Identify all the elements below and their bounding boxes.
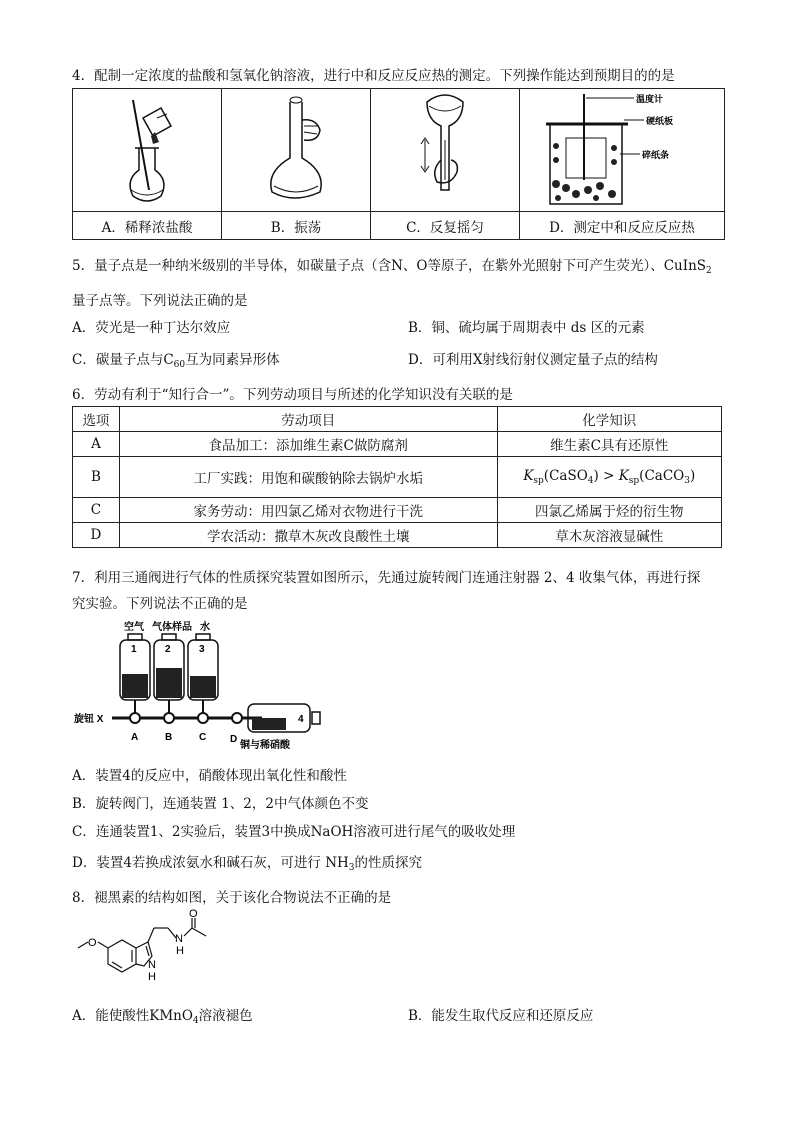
label-sample: 气体样品 bbox=[152, 622, 192, 633]
q7-option-d-sub: 3 bbox=[348, 863, 355, 873]
q5-option-c-post: 互为同素异形体 bbox=[185, 352, 280, 368]
q7-option-b: B．旋转阀门，连通装置 1、2，2中气体颜色不变 bbox=[72, 796, 369, 812]
atom-n-amide: N bbox=[175, 933, 183, 945]
label-cu-hno3: 铜与稀硝酸 bbox=[240, 740, 290, 751]
label-water: 水 bbox=[200, 622, 210, 633]
label-valve-c: C bbox=[199, 732, 207, 743]
q6-row-d-knowledge: 草木灰溶液显碱性 bbox=[497, 523, 721, 548]
cardboard-label: 硬纸板 bbox=[646, 117, 674, 127]
q4-option-c: C．反复摇匀 bbox=[371, 212, 520, 240]
atom-h-indole: H bbox=[148, 971, 156, 983]
label-valve-d: D bbox=[230, 734, 238, 745]
q4-option-a: A．稀释浓盐酸 bbox=[73, 212, 222, 240]
q8-option-a bbox=[72, 1004, 253, 1026]
q8-stem: 8．褪黑素的结构如图，关于该化合物说法不正确的是 bbox=[72, 890, 392, 906]
q7-figure bbox=[72, 618, 332, 752]
q6-row-c-knowledge: 四氯乙烯属于烃的衍生物 bbox=[497, 498, 721, 523]
atom-o-methoxy: O bbox=[88, 937, 97, 949]
atom-n-indole: N bbox=[148, 959, 156, 971]
q6-header-knowledge: 化学知识 bbox=[497, 407, 721, 432]
q5-stem-sub: 2 bbox=[706, 266, 712, 276]
q8-option-a-post: 溶液褪色 bbox=[198, 1008, 253, 1024]
q4-option-d: D．测定中和反应反应热 bbox=[520, 212, 725, 240]
q5-option-b: B．铜、硫均属于周期表中 ds 区的元素 bbox=[408, 320, 645, 336]
q8-option-a-sub: 4 bbox=[192, 1016, 199, 1026]
q6-row-a-option: A bbox=[73, 432, 120, 457]
q5-stem bbox=[72, 254, 712, 276]
syringe-1-number: 1 bbox=[131, 644, 137, 655]
atom-o-carbonyl: O bbox=[189, 908, 198, 920]
q5-option-a: A．荧光是一种丁达尔效应 bbox=[72, 320, 231, 336]
q6-row-c-option: C bbox=[73, 498, 120, 523]
q4-table bbox=[72, 88, 725, 240]
ksp-caso4: (CaSO bbox=[543, 468, 588, 484]
figure-shake bbox=[222, 89, 371, 212]
figure-invert bbox=[371, 89, 520, 212]
q6-row-a-knowledge: 维生素C具有还原性 bbox=[497, 432, 721, 457]
syringe-4-number: 4 bbox=[298, 714, 304, 725]
ksp-caco3-sub: 3 bbox=[684, 476, 690, 486]
q8-option-b: B．能发生取代反应和还原反应 bbox=[408, 1008, 594, 1024]
ksp-close-2: ) bbox=[689, 468, 696, 484]
ksp-caso4-sub: 4 bbox=[587, 476, 594, 486]
q6-table bbox=[72, 406, 722, 548]
label-air: 空气 bbox=[124, 622, 144, 633]
q5-stem-cont: 量子点等。下列说法正确的是 bbox=[72, 293, 248, 309]
q7-option-d-pre: D．装置4若换成浓氨水和碱石灰，可进行 NH bbox=[72, 855, 349, 871]
syringe-2-number: 2 bbox=[165, 644, 171, 655]
q5-option-d: D．可利用X射线衍射仪测定量子点的结构 bbox=[408, 352, 658, 368]
q8-option-a-pre: A．能使酸性KMnO bbox=[72, 1008, 193, 1024]
q6-row-a-item: 食品加工：添加维生素C做防腐剂 bbox=[119, 432, 497, 457]
q7-stem: 7．利用三通阀进行气体的性质探究装置如图所示，先通过旋转阀门连通注射器 2、4 收集气体，再进行探 bbox=[72, 570, 701, 586]
figure-calorimeter bbox=[520, 89, 725, 212]
paper-label: 碎纸条 bbox=[642, 151, 670, 161]
q7-option-d-post: 的性质探究 bbox=[354, 855, 423, 871]
q7-stem-cont: 究实验。下列说法不正确的是 bbox=[72, 596, 248, 612]
q4-option-b: B．振荡 bbox=[222, 212, 371, 240]
q6-row-c-item: 家务劳动：用四氯乙烯对衣物进行干洗 bbox=[119, 498, 497, 523]
q7-option-a: A．装置4的反应中，硝酸体现出氧化性和酸性 bbox=[72, 768, 347, 784]
figure-dilution bbox=[73, 89, 222, 212]
melatonin-structure bbox=[72, 908, 232, 990]
syringe-3-number: 3 bbox=[199, 644, 205, 655]
q4-stem: 4．配制一定浓度的盐酸和氢氧化钠溶液，进行中和反应反应热的测定。下列操作能达到预期目的的是 bbox=[72, 68, 675, 84]
q6-stem: 6．劳动有利于“知行合一”。下列劳动项目与所述的化学知识没有关联的是 bbox=[72, 387, 513, 403]
q6-row-d-option: D bbox=[73, 523, 120, 548]
q7-option-c: C．连通装置1、2实验后，装置3中换成NaOH溶液可进行尾气的吸收处理 bbox=[72, 824, 516, 840]
q6-row-b-option: B bbox=[73, 457, 120, 498]
ksp-sub: sp bbox=[533, 476, 544, 486]
ksp-caco3: (CaCO bbox=[639, 468, 685, 484]
q6-header-item: 劳动项目 bbox=[119, 407, 497, 432]
q5-option-c-pre: C．碳量子点与C bbox=[72, 352, 174, 368]
ksp-close-1: ) bbox=[593, 468, 599, 484]
q6-row-d-item: 学农活动：撒草木灰改良酸性土壤 bbox=[119, 523, 497, 548]
label-valve-a: A bbox=[131, 732, 139, 743]
q5-stem-a: 5．量子点是一种纳米级别的半导体，如碳量子点（含N、O等原子，在紫外光照射下可产生荧光）、CuInS bbox=[72, 258, 707, 274]
label-knob: 旋钮 X bbox=[74, 714, 104, 725]
q6-row-b-knowledge bbox=[497, 457, 721, 498]
thermometer-label: 温度计 bbox=[636, 95, 664, 105]
atom-h-amide: H bbox=[176, 945, 184, 957]
ksp-gt: > bbox=[603, 468, 615, 484]
label-valve-b: B bbox=[165, 732, 173, 743]
ksp-k: K bbox=[523, 468, 534, 484]
q5-option-c bbox=[72, 348, 280, 370]
q5-option-c-sub: 60 bbox=[173, 360, 186, 370]
q6-header-option: 选项 bbox=[73, 407, 120, 432]
q6-row-b-item: 工厂实践：用饱和碳酸钠除去锅炉水垢 bbox=[119, 457, 497, 498]
q7-option-d bbox=[72, 851, 422, 873]
ksp-sub2: sp bbox=[628, 476, 640, 486]
ksp-k2: K bbox=[618, 468, 629, 484]
